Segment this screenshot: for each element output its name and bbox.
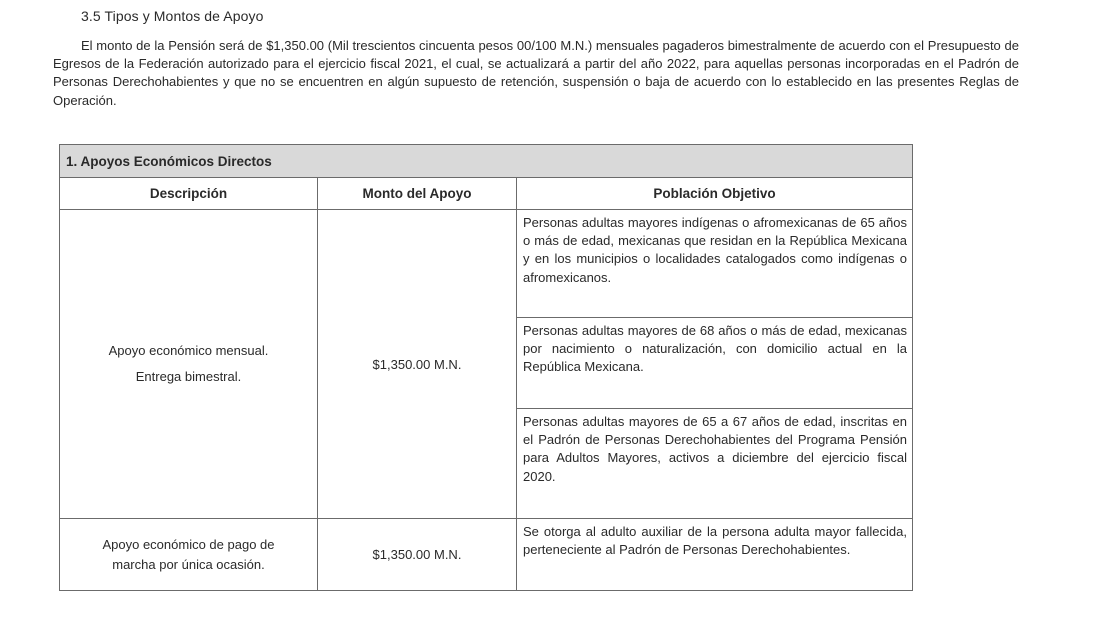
supports-table bbox=[59, 144, 913, 591]
section-paragraph: El monto de la Pensión será de $1,350.00 (Mil trescientos cincuenta pesos 00/100 M.N.) mensuales pagaderos bimestralmente de acuerdo con el Presupuesto de Egresos de la Federación autorizado para el ejercicio fiscal 2021, el cual, se actualizará a partir del año 2022, para aquellas personas incorporadas en el Padrón de Personas Derechohabientes y que no se encuentren en algún supuesto de retención, suspensión o baja de acuerdo con lo establecido en las presentes Reglas de Operación. bbox=[53, 38, 1019, 108]
table-title: 1. Apoyos Económicos Directos bbox=[60, 145, 913, 178]
table-title-row bbox=[60, 145, 913, 178]
row1-population-1: Personas adultas mayores indígenas o afromexicanas de 65 años o más de edad, mexicanas que residan en la República Mexicana y en los municipios o localidades catalogados como indígenas o afromexicanos. bbox=[517, 210, 913, 318]
row2-amount: $1,350.00 M.N. bbox=[318, 519, 517, 591]
row2-population-1: Se otorga al adulto auxiliar de la persona adulta mayor fallecida, perteneciente al Padrón de Personas Derechohabientes. bbox=[517, 519, 913, 591]
row1-description bbox=[60, 210, 318, 519]
row2-description bbox=[60, 519, 318, 591]
row1-population-2: Personas adultas mayores de 68 años o más de edad, mexicanas por nacimiento o naturalización, con domicilio actual en la República Mexicana. bbox=[517, 318, 913, 409]
row1-description-line2: Entrega bimestral. bbox=[135, 369, 242, 384]
row2-description-line2: marcha por única ocasión. bbox=[112, 556, 265, 572]
row2-description-line1: Apoyo económico de pago de bbox=[102, 536, 275, 552]
table-row bbox=[60, 519, 913, 591]
section-heading: 3.5 Tipos y Montos de Apoyo bbox=[81, 8, 264, 24]
header-poblacion: Población Objetivo bbox=[517, 178, 913, 210]
header-monto: Monto del Apoyo bbox=[318, 178, 517, 210]
table-row bbox=[60, 210, 913, 318]
header-descripcion: Descripción bbox=[60, 178, 318, 210]
row1-population-3: Personas adultas mayores de 65 a 67 años de edad, inscritas en el Padrón de Personas Derechohabientes del Programa Pensión para Adultos Mayores, activos a diciembre del ejercicio fiscal 2020. bbox=[517, 409, 913, 519]
table-header-row bbox=[60, 178, 913, 210]
row1-description-line1: Apoyo económico mensual. bbox=[108, 343, 269, 358]
row1-amount: $1,350.00 M.N. bbox=[318, 210, 517, 519]
